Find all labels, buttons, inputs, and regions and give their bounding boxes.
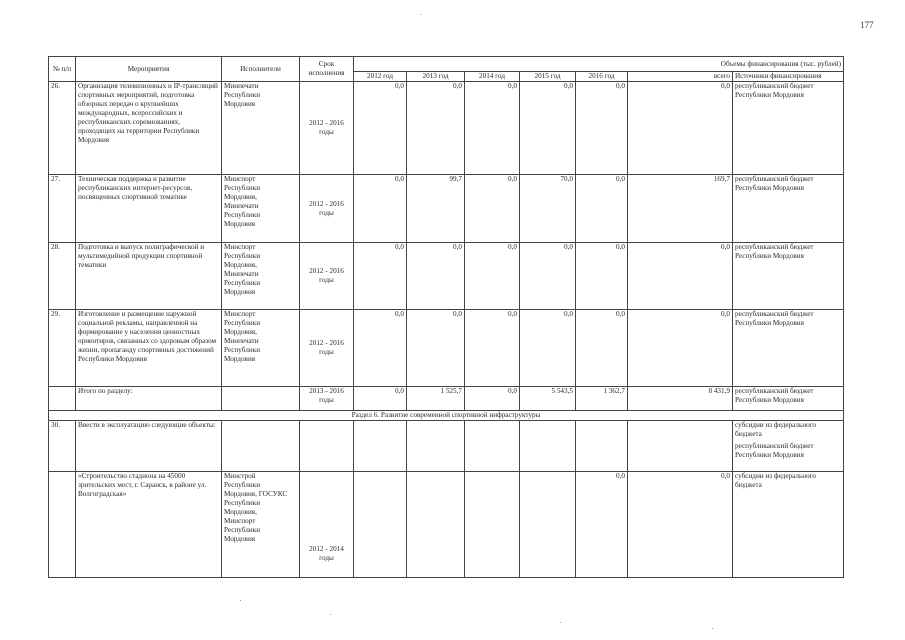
scan-speck xyxy=(420,14,421,15)
section-heading-row xyxy=(49,411,844,421)
empty-cell xyxy=(520,472,576,578)
table-row xyxy=(49,421,844,472)
scan-speck xyxy=(712,628,713,629)
empty-cell xyxy=(465,472,520,578)
value-total: 169,7 xyxy=(628,175,733,243)
funding-source: республиканский бюджет Республики Мордовия xyxy=(733,243,844,310)
value-2015: 70,0 xyxy=(520,175,576,243)
scan-speck xyxy=(560,622,561,623)
value-2015: 0,0 xyxy=(520,82,576,175)
subtotal-row xyxy=(49,387,844,411)
term: 2012 - 2016 годы xyxy=(300,82,354,175)
header-source: Источники финансирования xyxy=(733,72,844,82)
term: 2012 - 2014 годы xyxy=(300,472,354,578)
header-term: Срок исполнения xyxy=(300,57,354,82)
row-number: 26. xyxy=(49,82,76,175)
value-2015: 0,0 xyxy=(520,310,576,387)
executors: Минспорт Республики Мордовия, Минпечати Республики Мордовия xyxy=(222,243,300,310)
term: 2012 - 2016 годы xyxy=(300,310,354,387)
table-row xyxy=(49,82,844,175)
value-total: 0,0 xyxy=(628,310,733,387)
header-year: 2016 год xyxy=(576,72,628,82)
term: 2013 - 2016 годы xyxy=(300,387,354,411)
value-2013: 0,0 xyxy=(407,82,465,175)
value-total: 0,0 xyxy=(628,472,733,578)
row-number: 29. xyxy=(49,310,76,387)
value-2014: 0,0 xyxy=(465,82,520,175)
funding-source: республиканский бюджет Республики Мордовия xyxy=(733,175,844,243)
table-row xyxy=(49,175,844,243)
empty-cell xyxy=(222,387,300,411)
empty-cell xyxy=(49,472,76,578)
value-2013: 0,0 xyxy=(407,310,465,387)
executors: Минспорт Республики Мордовия, Минпечати Республики Мордовия xyxy=(222,310,300,387)
value-2014: 0,0 xyxy=(465,387,520,411)
event-name: Техническая поддержка и развитие республиканских интернет-ресурсов, посвященных спортивной тематике xyxy=(76,175,222,243)
header-event: Мероприятия xyxy=(76,57,222,82)
header-executors: Исполнители xyxy=(222,57,300,82)
value-total: 0,0 xyxy=(628,243,733,310)
header-total: всего xyxy=(628,72,733,82)
table-row xyxy=(49,243,844,310)
event-name: Ввести в эксплуатацию следующие объекты: xyxy=(76,421,222,472)
header-num: № п/п xyxy=(49,57,76,82)
value-2013: 0,0 xyxy=(407,243,465,310)
funding-source: республиканский бюджет Республики Мордовия xyxy=(733,387,844,411)
row-number: 28. xyxy=(49,243,76,310)
value-2012: 0,0 xyxy=(354,243,407,310)
section-heading: Раздел 6. Развитие современной спортивной инфраструктуры xyxy=(49,411,844,421)
header-funding: Объемы финансирования (тыс. рублей) xyxy=(354,57,844,72)
value-2012: 0,0 xyxy=(354,175,407,243)
value-2014: 0,0 xyxy=(465,310,520,387)
value-2016: 0,0 xyxy=(576,82,628,175)
subtotal-label: Итого по разделу: xyxy=(76,387,222,411)
table-row xyxy=(49,310,844,387)
funding-source xyxy=(733,421,844,472)
term: 2012 - 2016 годы xyxy=(300,175,354,243)
executors: Минстрой Республики Мордовия, ГОСУКС Республики Мордовия, Минспорт Республики Мордовия xyxy=(222,472,300,578)
funding-table xyxy=(48,56,844,578)
scan-speck xyxy=(240,600,241,601)
executors: Минспорт Республики Мордовия, Минпечати Республики Мордовия xyxy=(222,175,300,243)
value-2012: 0,0 xyxy=(354,310,407,387)
scan-speck xyxy=(330,614,331,615)
value-2013: 99,7 xyxy=(407,175,465,243)
funding-source: субсидии из федерального бюджета xyxy=(733,472,844,578)
value-2014: 0,0 xyxy=(465,175,520,243)
funding-source: республиканский бюджет Республики Мордовия xyxy=(733,82,844,175)
empty-cell xyxy=(576,421,628,472)
page-number: 177 xyxy=(860,20,874,30)
header-year: 2014 год xyxy=(465,72,520,82)
value-2012: 0,0 xyxy=(354,82,407,175)
header-year: 2013 год xyxy=(407,72,465,82)
header-row xyxy=(49,57,844,72)
empty-cell xyxy=(300,421,354,472)
value-2014: 0,0 xyxy=(465,243,520,310)
empty-cell xyxy=(520,421,576,472)
empty-cell xyxy=(354,421,407,472)
value-2016: 0,0 xyxy=(576,175,628,243)
funding-source: республиканский бюджет Республики Мордовия xyxy=(733,310,844,387)
header-year: 2015 год xyxy=(520,72,576,82)
value-total: 0,0 xyxy=(628,82,733,175)
value-2016: 0,0 xyxy=(576,310,628,387)
value-2015: 5 543,5 xyxy=(520,387,576,411)
executors: Минпечати Республики Мордовия xyxy=(222,82,300,175)
table-row xyxy=(49,472,844,578)
term: 2012 - 2016 годы xyxy=(300,243,354,310)
row-number: 27. xyxy=(49,175,76,243)
empty-cell xyxy=(407,421,465,472)
empty-cell xyxy=(407,472,465,578)
empty-cell xyxy=(465,421,520,472)
empty-cell xyxy=(222,421,300,472)
event-name: «Строительство стадиона на 45000 зрительских мест, г. Саранск, в районе ул. Волгоградская» xyxy=(76,472,222,578)
row-number: 30. xyxy=(49,421,76,472)
empty-cell xyxy=(354,472,407,578)
value-total: 8 431,9 xyxy=(628,387,733,411)
funding-source-federal: субсидии из федерального бюджета xyxy=(735,421,817,438)
value-2016: 0,0 xyxy=(576,472,628,578)
empty-cell xyxy=(49,387,76,411)
empty-cell xyxy=(628,421,733,472)
value-2015: 0,0 xyxy=(520,243,576,310)
event-name: Организация телевизионных и IP-трансляций спортивных мероприятий, подготовка обзорных передач о крупнейших международных, всероссийских и республиканских соревнованиях, проходящих на территории Республики Мордовия xyxy=(76,82,222,175)
value-2016: 0,0 xyxy=(576,243,628,310)
funding-source-republic: республиканский бюджет Республики Мордовия xyxy=(735,442,814,459)
event-name: Изготовление и размещение наружной социальной рекламы, направленной на формирование у населения ценностных ориентиров, связанных со здоровым образом жизни, пропаганду спортивных достижений Республики Мордовия xyxy=(76,310,222,387)
header-year: 2012 год xyxy=(354,72,407,82)
value-2013: 1 525,7 xyxy=(407,387,465,411)
event-name: Подготовка и выпуск полиграфической и мультимедийной продукции спортивной тематики xyxy=(76,243,222,310)
value-2016: 1 362,7 xyxy=(576,387,628,411)
value-2012: 0,0 xyxy=(354,387,407,411)
